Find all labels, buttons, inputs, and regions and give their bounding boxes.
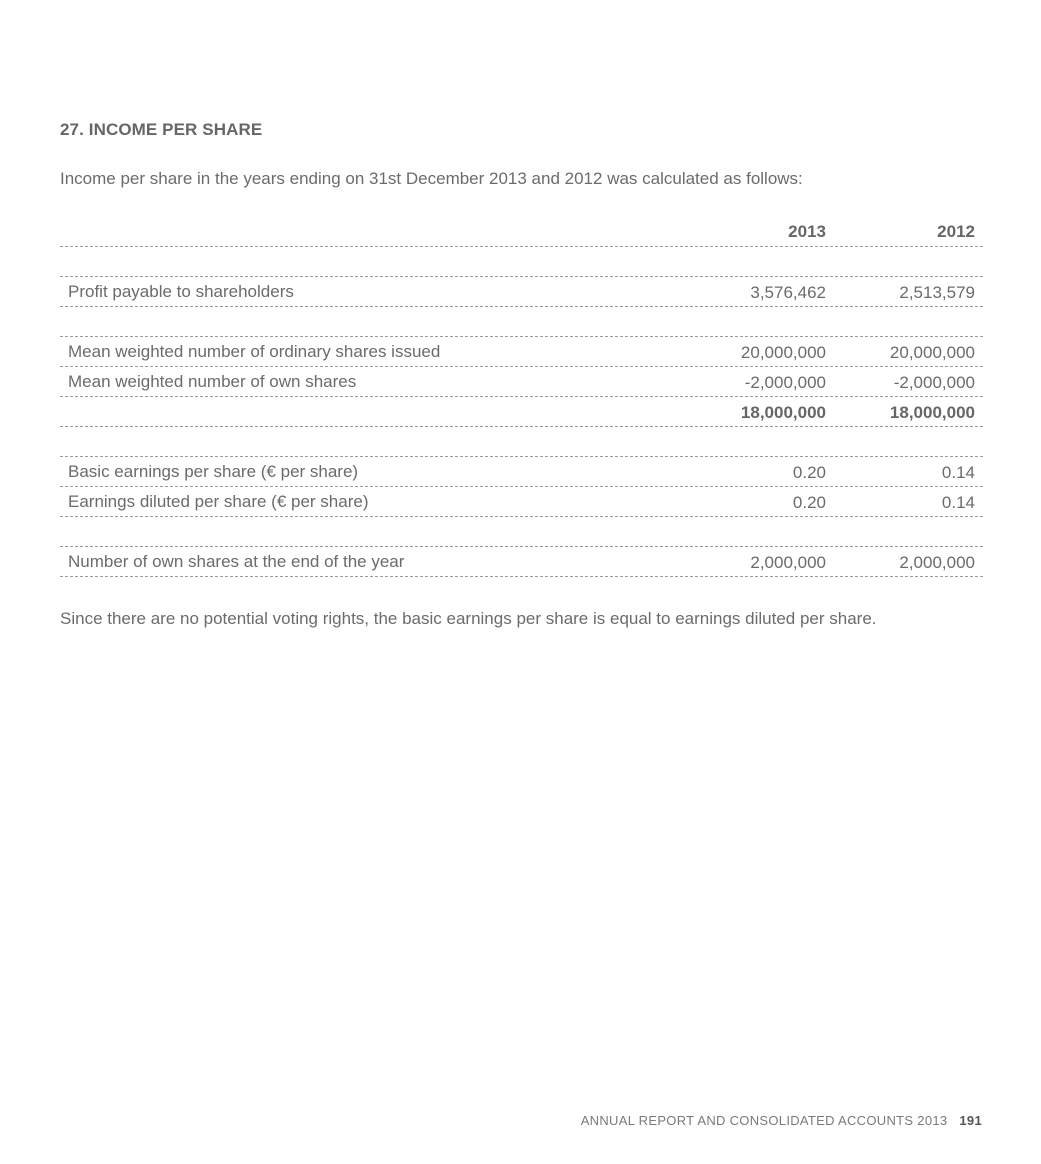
row-value-2012: 0.14 (941, 493, 975, 512)
page-number: 191 (959, 1113, 982, 1128)
row-value-2013: 0.20 (792, 493, 826, 512)
row-value-2013: 3,576,462 (750, 283, 826, 302)
column-header-2013: 2013 (788, 222, 826, 241)
row-value-2012: 2,000,000 (899, 553, 975, 572)
row-label: Profit payable to shareholders (68, 282, 294, 301)
total-value-2013: 18,000,000 (740, 403, 826, 422)
intro-text: Income per share in the years ending on 31st December 2013 and 2012 was calculated as follows: (60, 169, 803, 188)
row-value-2012: 0.14 (941, 463, 975, 482)
row-label: Earnings diluted per share (€ per share) (68, 492, 369, 511)
row-label: Mean weighted number of own shares (68, 372, 357, 391)
row-value-2013: 0.20 (792, 463, 826, 482)
table-header-row (60, 216, 983, 247)
row-value-2012: 2,513,579 (899, 283, 975, 302)
section-title: 27. INCOME PER SHARE (60, 120, 263, 139)
footnote-text: Since there are no potential voting rights, the basic earnings per share is equal to earnings diluted per share. (60, 609, 877, 628)
row-value-2013: -2,000,000 (744, 373, 826, 392)
row-label: Mean weighted number of ordinary shares issued (68, 342, 441, 361)
row-value-2012: -2,000,000 (893, 373, 975, 392)
page-footer (581, 1113, 982, 1128)
row-value-2013: 20,000,000 (740, 343, 826, 362)
row-label: Number of own shares at the end of the year (68, 552, 405, 571)
table-row (60, 337, 983, 367)
table-total-row (60, 397, 983, 427)
table-row (60, 367, 983, 397)
report-title: ANNUAL REPORT AND CONSOLIDATED ACCOUNTS 2013 (580, 1113, 948, 1128)
table-row (60, 277, 983, 307)
row-label: Basic earnings per share (€ per share) (68, 462, 359, 481)
row-value-2012: 20,000,000 (889, 343, 975, 362)
table-spacer-row (60, 247, 983, 277)
table-spacer-row (60, 307, 983, 337)
table-spacer-row (60, 427, 983, 457)
table-row (60, 457, 983, 487)
table-spacer-row (60, 517, 983, 547)
row-value-2013: 2,000,000 (750, 553, 826, 572)
table-row (60, 547, 983, 577)
column-header-2012: 2012 (937, 222, 975, 241)
table-row (60, 487, 983, 517)
total-value-2012: 18,000,000 (889, 403, 975, 422)
income-per-share-table (60, 216, 983, 577)
